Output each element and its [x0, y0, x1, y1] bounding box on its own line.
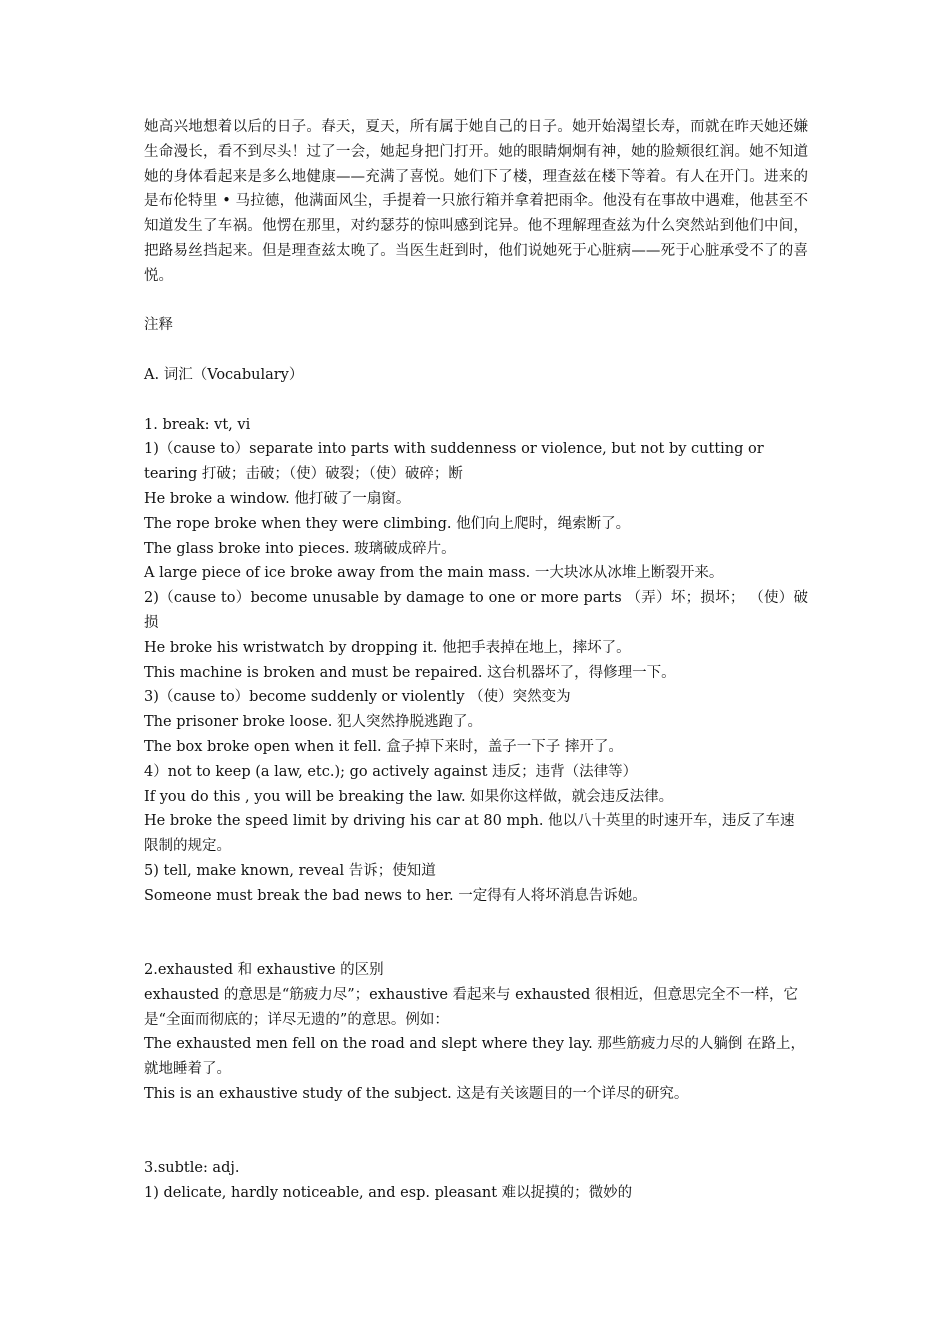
- spacer: [144, 388, 808, 413]
- example-line: He broke a window. 他打破了一扇窗。: [144, 490, 411, 507]
- spacer: [144, 1132, 808, 1157]
- entry-title: 1. break: vt, vi: [144, 416, 251, 433]
- spacer: [144, 909, 808, 934]
- vocab-entry-exhausted: [144, 958, 808, 1107]
- spacer: [144, 1107, 808, 1132]
- example-line: This is an exhaustive study of the subject. 这是有关该题目的一个详尽的研究。: [144, 1086, 689, 1103]
- definition-line: exhausted 的意思是“筋疲力尽”；exhaustive 看起来与 exhausted 很相近，但意思完全不一样，它是“全面而彻底的；详尽无遗的”的意思。例如：: [144, 986, 798, 1028]
- example-line: The prisoner broke loose. 犯人突然挣脱逃跑了。: [144, 714, 482, 731]
- example-line: Someone must break the bad news to her. 一定得有人将坏消息告诉她。: [144, 887, 647, 904]
- vocab-entry-subtle: [144, 1156, 808, 1206]
- definition-line: 2)（cause to）become unusable by damage to one or more parts （弄）坏；损坏； （使）破损: [144, 590, 808, 631]
- spacer: [144, 289, 808, 314]
- example-line: He broke his wristwatch by dropping it. 他把手表掉在地上，摔坏了。: [144, 639, 631, 656]
- example-line: The rope broke when they were climbing. 他们向上爬时，绳索断了。: [144, 515, 631, 532]
- definition-line: 3)（cause to）become suddenly or violently （使）突然变为: [144, 689, 571, 706]
- example-line: The exhausted men fell on the road and slept where they lay. 那些筋疲力尽的人躺倒 在路上，就地睡着了。: [144, 1036, 805, 1078]
- example-line: If you do this , you will be breaking the law. 如果你这样做，就会违反法律。: [144, 788, 674, 805]
- example-line: A large piece of ice broke away from the main mass. 一大块冰从冰堆上断裂开来。: [144, 565, 724, 582]
- definition-line: 1)（cause to）separate into parts with suddenness or violence, but not by cutting or tearing 打破；击破；（使）破裂；（使）破碎；断: [144, 441, 764, 483]
- definition-line: 5) tell, make known, reveal 告诉；使知道: [144, 862, 436, 879]
- entry-title: 2.exhausted 和 exhaustive 的区别: [144, 962, 384, 979]
- example-line: The glass broke into pieces. 玻璃破成碎片。: [144, 540, 456, 557]
- document-page: [144, 115, 808, 1206]
- spacer: [144, 933, 808, 958]
- vocab-entry-break: [144, 413, 808, 909]
- example-line: This machine is broken and must be repaired. 这台机器坏了，得修理一下。: [144, 664, 676, 681]
- story-paragraph: 她高兴地想着以后的日子。春天，夏天，所有属于她自己的日子。她开始渴望长寿，而就在昨天她还嫌生命漫长，看不到尽头！过了一会，她起身把门打开。她的眼睛炯炯有神，她的脸颊很红润。她不知道她的身体看起来是多么地健康——充满了喜悦。她们下了楼，理查兹在楼下等着。有人在开门。进来的是布伦特里 • 马拉德，他满面风尘，手提着一只旅行箱并拿着把雨伞。他没有在事故中遇难，他甚至不知道发生了车祸。他愣在那里，对约瑟芬的惊叫感到诧异。他不理解理查兹为什么突然站到他们中间，把路易丝挡起来。但是理查兹太晚了。当医生赶到时，他们说她死于心脏病——死于心脏承受不了的喜悦。: [144, 119, 808, 284]
- example-line: The box broke open when it fell. 盒子掉下来时，盖子一下子 摔开了。: [144, 738, 623, 755]
- entry-title: 3.subtle: adj.: [144, 1160, 240, 1177]
- spacer: [144, 338, 808, 363]
- definition-line: 1) delicate, hardly noticeable, and esp. pleasant 难以捉摸的；微妙的: [144, 1185, 633, 1202]
- vocab-heading: A. 词汇（Vocabulary）: [144, 366, 304, 383]
- example-line: He broke the speed limit by driving his car at 80 mph. 他以八十英里的时速开车，违反了车速限制的规定。: [144, 813, 795, 855]
- notes-heading: 注释: [144, 317, 173, 334]
- definition-line: 4）not to keep (a law, etc.); go actively against 违反；违背（法律等）: [144, 763, 638, 780]
